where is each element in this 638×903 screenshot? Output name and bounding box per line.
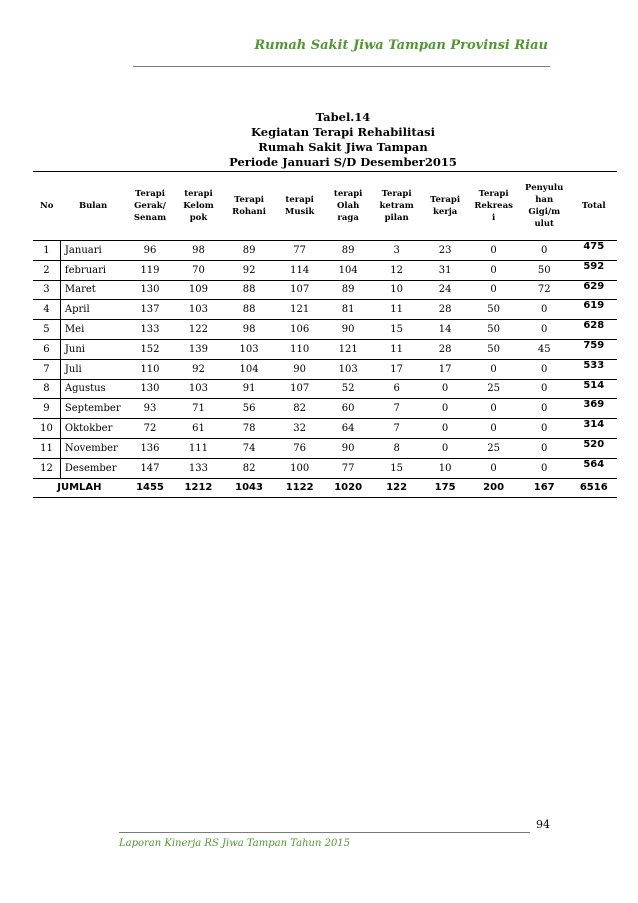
row-number-cell: 9 bbox=[33, 399, 60, 419]
month-cell: Januari bbox=[60, 241, 125, 261]
value-cell: 17 bbox=[372, 359, 420, 379]
column-total-cell: 122 bbox=[372, 478, 420, 498]
column-header: No bbox=[39, 201, 54, 211]
value-cell: 0 bbox=[421, 419, 469, 439]
row-number-cell: 1 bbox=[33, 241, 60, 261]
value-cell: 0 bbox=[518, 359, 571, 379]
value-cell: 76 bbox=[275, 438, 323, 458]
value-cell: 7 bbox=[372, 419, 420, 439]
table-row bbox=[33, 419, 617, 439]
value-cell: 82 bbox=[223, 458, 276, 478]
therapy-activity-table bbox=[33, 171, 617, 498]
total-cell: 619 bbox=[571, 300, 617, 320]
value-cell: 122 bbox=[174, 320, 222, 340]
value-cell: 121 bbox=[324, 339, 372, 359]
value-cell: 32 bbox=[275, 419, 323, 439]
value-cell: 0 bbox=[469, 241, 517, 261]
row-number-cell: 6 bbox=[33, 339, 60, 359]
value-cell: 0 bbox=[518, 320, 571, 340]
column-header: Terapi Gerak/ Senam bbox=[133, 189, 167, 223]
value-cell: 0 bbox=[421, 379, 469, 399]
value-cell: 136 bbox=[126, 438, 174, 458]
value-cell: 0 bbox=[518, 458, 571, 478]
value-cell: 90 bbox=[324, 320, 372, 340]
value-cell: 50 bbox=[469, 300, 517, 320]
month-cell: Juni bbox=[60, 339, 125, 359]
value-cell: 15 bbox=[372, 458, 420, 478]
column-header: terapi Musik bbox=[284, 195, 315, 217]
value-cell: 0 bbox=[518, 379, 571, 399]
footer-divider bbox=[119, 832, 530, 833]
value-cell: 10 bbox=[421, 458, 469, 478]
value-cell: 50 bbox=[469, 339, 517, 359]
value-cell: 6 bbox=[372, 379, 420, 399]
table-header-row bbox=[33, 172, 617, 241]
value-cell: 133 bbox=[174, 458, 222, 478]
month-cell: Oktokber bbox=[60, 419, 125, 439]
month-cell: November bbox=[60, 438, 125, 458]
value-cell: 98 bbox=[174, 241, 222, 261]
document-footer-text: Laporan Kinerja RS Jiwa Tampan Tahun 2015 bbox=[119, 838, 351, 849]
value-cell: 12 bbox=[372, 260, 420, 280]
table-row bbox=[33, 300, 617, 320]
table-row bbox=[33, 260, 617, 280]
column-header: Total bbox=[581, 201, 606, 211]
value-cell: 64 bbox=[324, 419, 372, 439]
value-cell: 130 bbox=[126, 280, 174, 300]
row-number-cell: 4 bbox=[33, 300, 60, 320]
column-header: terapi Olah raga bbox=[333, 189, 363, 223]
column-total-cell: 1122 bbox=[275, 478, 323, 498]
row-number-cell: 3 bbox=[33, 280, 60, 300]
value-cell: 0 bbox=[421, 438, 469, 458]
value-cell: 82 bbox=[275, 399, 323, 419]
value-cell: 11 bbox=[372, 339, 420, 359]
value-cell: 110 bbox=[275, 339, 323, 359]
row-number-cell: 5 bbox=[33, 320, 60, 340]
value-cell: 45 bbox=[518, 339, 571, 359]
row-number-cell: 2 bbox=[33, 260, 60, 280]
total-cell: 475 bbox=[571, 241, 617, 261]
value-cell: 25 bbox=[469, 379, 517, 399]
row-number-cell: 12 bbox=[33, 458, 60, 478]
column-header: Bulan bbox=[78, 201, 108, 211]
table-row bbox=[33, 458, 617, 478]
total-cell: 629 bbox=[571, 280, 617, 300]
total-cell: 514 bbox=[571, 379, 617, 399]
value-cell: 24 bbox=[421, 280, 469, 300]
table-row bbox=[33, 320, 617, 340]
row-number-cell: 8 bbox=[33, 379, 60, 399]
value-cell: 15 bbox=[372, 320, 420, 340]
value-cell: 90 bbox=[324, 438, 372, 458]
total-cell: 564 bbox=[571, 458, 617, 478]
value-cell: 104 bbox=[223, 359, 276, 379]
value-cell: 103 bbox=[324, 359, 372, 379]
value-cell: 107 bbox=[275, 280, 323, 300]
value-cell: 31 bbox=[421, 260, 469, 280]
total-cell: 314 bbox=[571, 419, 617, 439]
month-cell: Agustus bbox=[60, 379, 125, 399]
value-cell: 14 bbox=[421, 320, 469, 340]
column-header: Terapi kerja bbox=[430, 195, 461, 217]
month-cell: September bbox=[60, 399, 125, 419]
month-cell: April bbox=[60, 300, 125, 320]
value-cell: 110 bbox=[126, 359, 174, 379]
value-cell: 88 bbox=[223, 280, 276, 300]
value-cell: 61 bbox=[174, 419, 222, 439]
column-header: Terapi Rohani bbox=[232, 195, 266, 217]
column-header: Penyulu han Gigi/m ulut bbox=[525, 183, 564, 229]
table-row bbox=[33, 379, 617, 399]
value-cell: 147 bbox=[126, 458, 174, 478]
month-cell: Desember bbox=[60, 458, 125, 478]
value-cell: 0 bbox=[469, 419, 517, 439]
value-cell: 70 bbox=[174, 260, 222, 280]
value-cell: 103 bbox=[174, 379, 222, 399]
value-cell: 0 bbox=[518, 438, 571, 458]
value-cell: 91 bbox=[223, 379, 276, 399]
total-cell: 592 bbox=[571, 260, 617, 280]
value-cell: 0 bbox=[518, 399, 571, 419]
value-cell: 93 bbox=[126, 399, 174, 419]
value-cell: 72 bbox=[126, 419, 174, 439]
value-cell: 137 bbox=[126, 300, 174, 320]
month-cell: Maret bbox=[60, 280, 125, 300]
value-cell: 71 bbox=[174, 399, 222, 419]
total-cell: 520 bbox=[571, 438, 617, 458]
table-title-block bbox=[180, 110, 506, 170]
value-cell: 52 bbox=[324, 379, 372, 399]
value-cell: 103 bbox=[174, 300, 222, 320]
value-cell: 130 bbox=[126, 379, 174, 399]
total-cell: 369 bbox=[571, 399, 617, 419]
value-cell: 72 bbox=[518, 280, 571, 300]
month-cell: Mei bbox=[60, 320, 125, 340]
column-total-cell: 1020 bbox=[324, 478, 372, 498]
total-row bbox=[33, 478, 617, 498]
month-cell: februari bbox=[60, 260, 125, 280]
column-total-cell: 167 bbox=[518, 478, 571, 498]
value-cell: 23 bbox=[421, 241, 469, 261]
column-total-cell: 1043 bbox=[223, 478, 276, 498]
value-cell: 111 bbox=[174, 438, 222, 458]
row-number-cell: 11 bbox=[33, 438, 60, 458]
month-cell: Juli bbox=[60, 359, 125, 379]
value-cell: 90 bbox=[275, 359, 323, 379]
value-cell: 109 bbox=[174, 280, 222, 300]
header-divider bbox=[133, 66, 550, 67]
column-total-cell: 1212 bbox=[174, 478, 222, 498]
value-cell: 11 bbox=[372, 300, 420, 320]
value-cell: 0 bbox=[421, 399, 469, 419]
total-label: JUMLAH bbox=[33, 478, 126, 498]
value-cell: 0 bbox=[469, 458, 517, 478]
table-row bbox=[33, 241, 617, 261]
value-cell: 88 bbox=[223, 300, 276, 320]
total-cell: 533 bbox=[571, 359, 617, 379]
value-cell: 3 bbox=[372, 241, 420, 261]
table-subtitle-hospital: Rumah Sakit Jiwa Tampan bbox=[258, 140, 428, 154]
table-subtitle-period: Periode Januari S/D Desember2015 bbox=[229, 155, 457, 169]
total-cell: 759 bbox=[571, 339, 617, 359]
value-cell: 119 bbox=[126, 260, 174, 280]
value-cell: 103 bbox=[223, 339, 276, 359]
value-cell: 107 bbox=[275, 379, 323, 399]
value-cell: 104 bbox=[324, 260, 372, 280]
value-cell: 7 bbox=[372, 399, 420, 419]
value-cell: 74 bbox=[223, 438, 276, 458]
value-cell: 0 bbox=[518, 419, 571, 439]
total-cell: 628 bbox=[571, 320, 617, 340]
table-row bbox=[33, 399, 617, 419]
value-cell: 0 bbox=[469, 399, 517, 419]
value-cell: 77 bbox=[324, 458, 372, 478]
page-number: 94 bbox=[536, 818, 550, 831]
value-cell: 78 bbox=[223, 419, 276, 439]
value-cell: 28 bbox=[421, 300, 469, 320]
value-cell: 96 bbox=[126, 241, 174, 261]
value-cell: 0 bbox=[469, 359, 517, 379]
value-cell: 0 bbox=[469, 280, 517, 300]
column-total-cell: 1455 bbox=[126, 478, 174, 498]
value-cell: 89 bbox=[324, 241, 372, 261]
value-cell: 8 bbox=[372, 438, 420, 458]
value-cell: 77 bbox=[275, 241, 323, 261]
table-number: Tabel.14 bbox=[315, 110, 371, 124]
row-number-cell: 10 bbox=[33, 419, 60, 439]
value-cell: 25 bbox=[469, 438, 517, 458]
value-cell: 100 bbox=[275, 458, 323, 478]
value-cell: 0 bbox=[518, 241, 571, 261]
value-cell: 92 bbox=[174, 359, 222, 379]
value-cell: 89 bbox=[324, 280, 372, 300]
grand-total-cell: 6516 bbox=[571, 478, 617, 498]
value-cell: 139 bbox=[174, 339, 222, 359]
value-cell: 60 bbox=[324, 399, 372, 419]
column-header: Terapi ketram pilan bbox=[379, 189, 414, 223]
value-cell: 17 bbox=[421, 359, 469, 379]
column-total-cell: 200 bbox=[469, 478, 517, 498]
value-cell: 10 bbox=[372, 280, 420, 300]
value-cell: 98 bbox=[223, 320, 276, 340]
value-cell: 50 bbox=[518, 260, 571, 280]
value-cell: 50 bbox=[469, 320, 517, 340]
value-cell: 0 bbox=[518, 300, 571, 320]
value-cell: 121 bbox=[275, 300, 323, 320]
value-cell: 133 bbox=[126, 320, 174, 340]
value-cell: 152 bbox=[126, 339, 174, 359]
value-cell: 56 bbox=[223, 399, 276, 419]
column-total-cell: 175 bbox=[421, 478, 469, 498]
table-row bbox=[33, 438, 617, 458]
column-header: Terapi Rekreas i bbox=[474, 189, 513, 223]
document-header-title: Rumah Sakit Jiwa Tampan Provinsi Riau bbox=[254, 38, 548, 53]
value-cell: 106 bbox=[275, 320, 323, 340]
value-cell: 28 bbox=[421, 339, 469, 359]
value-cell: 89 bbox=[223, 241, 276, 261]
table-row bbox=[33, 280, 617, 300]
value-cell: 114 bbox=[275, 260, 323, 280]
value-cell: 81 bbox=[324, 300, 372, 320]
table-row bbox=[33, 339, 617, 359]
value-cell: 92 bbox=[223, 260, 276, 280]
table-row bbox=[33, 359, 617, 379]
value-cell: 0 bbox=[469, 260, 517, 280]
row-number-cell: 7 bbox=[33, 359, 60, 379]
column-header: terapi Kelom pok bbox=[183, 189, 214, 223]
table-title: Kegiatan Terapi Rehabilitasi bbox=[251, 125, 435, 139]
